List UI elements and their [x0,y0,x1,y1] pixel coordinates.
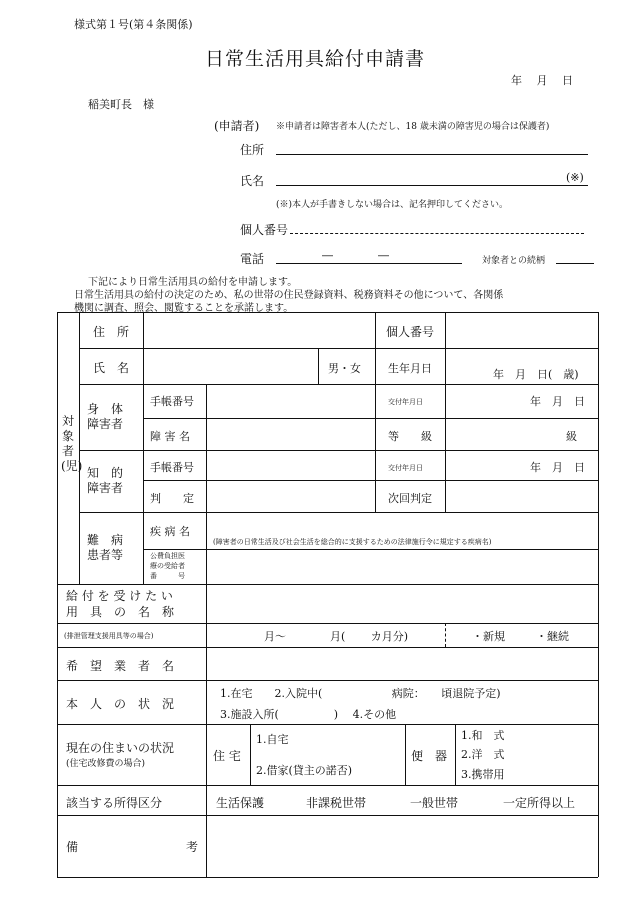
income-option-4[interactable]: 一定所得以上 [503,796,576,810]
birthdate-label: 生年月日 [388,362,432,375]
physical-handbook-cell[interactable] [207,385,374,417]
address-cell[interactable] [144,313,374,347]
address-row-label: 住 所 [93,325,130,339]
status-line-2[interactable]: 3.施設入所( ) 4.その他 [220,708,397,721]
applicant-label: (申請者) [214,119,260,133]
addressee: 稲美町長 様 [88,98,154,111]
house-option-2[interactable]: 2.借家(貸主の諾否) [256,764,353,777]
housing-label: 現在の住まいの状況 [66,741,175,755]
grade-unit[interactable]: 級 [566,430,577,443]
next-judgment-label: 次回判定 [388,492,432,505]
subject-vertical-label: 対象者(児) [61,414,83,473]
excretion-period[interactable]: 月～ 月( カ月分) [264,630,409,643]
income-option-3[interactable]: 一般世帯 [410,796,459,810]
id-number-cell[interactable] [446,313,597,347]
income-option-2[interactable]: 非課税世帯 [306,796,367,810]
toilet-option-2[interactable]: 2.洋 式 [461,748,505,761]
sex-selector[interactable]: 男・女 [328,362,361,375]
judgment-cell[interactable] [207,481,374,511]
birthdate-value[interactable]: 年 月 日( 歳) [493,368,579,381]
applicant-note: ※申請者は障害者本人(ただし、18 歳未満の障害児の場合は保護者) [276,122,550,132]
disease-name-note: (障害者の日常生活及び社会生活を総合的に支援するための法律施行令に規定する疾病名) [213,538,492,546]
disease-name-label: 疾 病 名 [150,525,190,538]
housing-sub-label: (住宅改修費の場合) [66,759,146,769]
address-field[interactable] [276,154,588,155]
seal-note: (※)本人が手書きしない場合は、記名押印してください。 [276,200,509,210]
phone-field[interactable] [276,263,462,264]
continue-option[interactable]: ・継続 [536,630,569,643]
id-field[interactable] [290,233,584,234]
physical-handbook-label: 手帳番号 [150,395,194,408]
form-number: 様式第１号(第４条関係) [74,18,193,31]
name-field[interactable] [276,185,588,186]
income-label: 該当する所得区分 [66,796,163,810]
id-label: 個人番号 [240,223,289,237]
next-judgment-cell[interactable] [446,481,597,511]
vendor-label: 希 望 業 者 名 [66,659,175,673]
toilet-label: 便 器 [411,749,448,763]
declaration-line-3: 機関に調査、照会、閲覧することを承諾します。 [74,303,294,314]
phone-label: 電話 [240,252,265,266]
name-cell[interactable] [144,349,317,383]
excretion-label: (排泄管理支援用具等の場合) [64,632,154,640]
physical-issue-date-label: 交付年月日 [388,398,423,406]
relation-field[interactable] [556,263,594,264]
grade-label: 等 級 [388,430,432,443]
toilet-option-1[interactable]: 1.和 式 [461,729,505,742]
toilet-option-3[interactable]: 3.携帯用 [461,768,505,781]
phone-separator-1: ― [322,249,333,262]
new-option[interactable]: ・新規 [472,630,505,643]
house-label: 住 宅 [213,749,241,763]
phone-separator-2: ― [378,249,389,262]
intellectual-issue-date-value[interactable]: 年 月 日 [530,461,585,474]
name-row-label: 氏 名 [93,361,130,375]
judgment-label: 判 定 [150,492,194,505]
remarks-cell[interactable] [207,816,597,876]
declaration-line-1: 下記により日常生活用具の給付を申請します。 [88,277,298,288]
id-number-label: 個人番号 [386,325,435,339]
intellectual-disability-label: 知 的 障害者 [87,466,124,495]
status-line-1[interactable]: 1.在宅 2.入院中( 病院： 頃退院予定) [220,687,501,700]
address-label: 住所 [240,143,265,157]
public-expense-cell[interactable] [207,550,597,583]
house-option-1[interactable]: 1.自宅 [256,733,289,746]
public-expense-label: 公費負担医 療の受給者 番 号 [150,552,185,580]
intellectual-handbook-cell[interactable] [207,451,374,479]
remarks-label-2: 考 [186,840,199,854]
income-option-1[interactable]: 生活保護 [216,796,265,810]
date-line: 年 月 日 [511,74,573,87]
disability-name-cell[interactable] [207,419,374,449]
intellectual-issue-date-label: 交付年月日 [388,464,423,472]
disability-name-label: 障 害 名 [150,430,190,443]
device-name-cell[interactable] [207,585,597,622]
intellectual-handbook-label: 手帳番号 [150,461,194,474]
seal-mark: (※) [566,171,584,184]
physical-issue-date-value[interactable]: 年 月 日 [530,395,585,408]
vendor-cell[interactable] [207,648,597,679]
page-title: 日常生活用具給付申請書 [204,48,425,70]
name-label: 氏名 [240,174,265,188]
declaration-line-2: 日常生活用具の給付の決定のため、私の世帯の住民登録資料、税務資料その他について、各関係 [74,290,504,301]
device-name-label: 給 付 を 受 け た い 用 具 の 名 称 [66,589,175,619]
intractable-disease-label: 難 病 患者等 [87,533,124,562]
physical-disability-label: 身 体 障害者 [87,402,124,431]
status-label: 本 人 の 状 況 [66,697,175,711]
relation-label: 対象者との続柄 [482,256,546,266]
remarks-label-1: 備 [66,840,79,854]
